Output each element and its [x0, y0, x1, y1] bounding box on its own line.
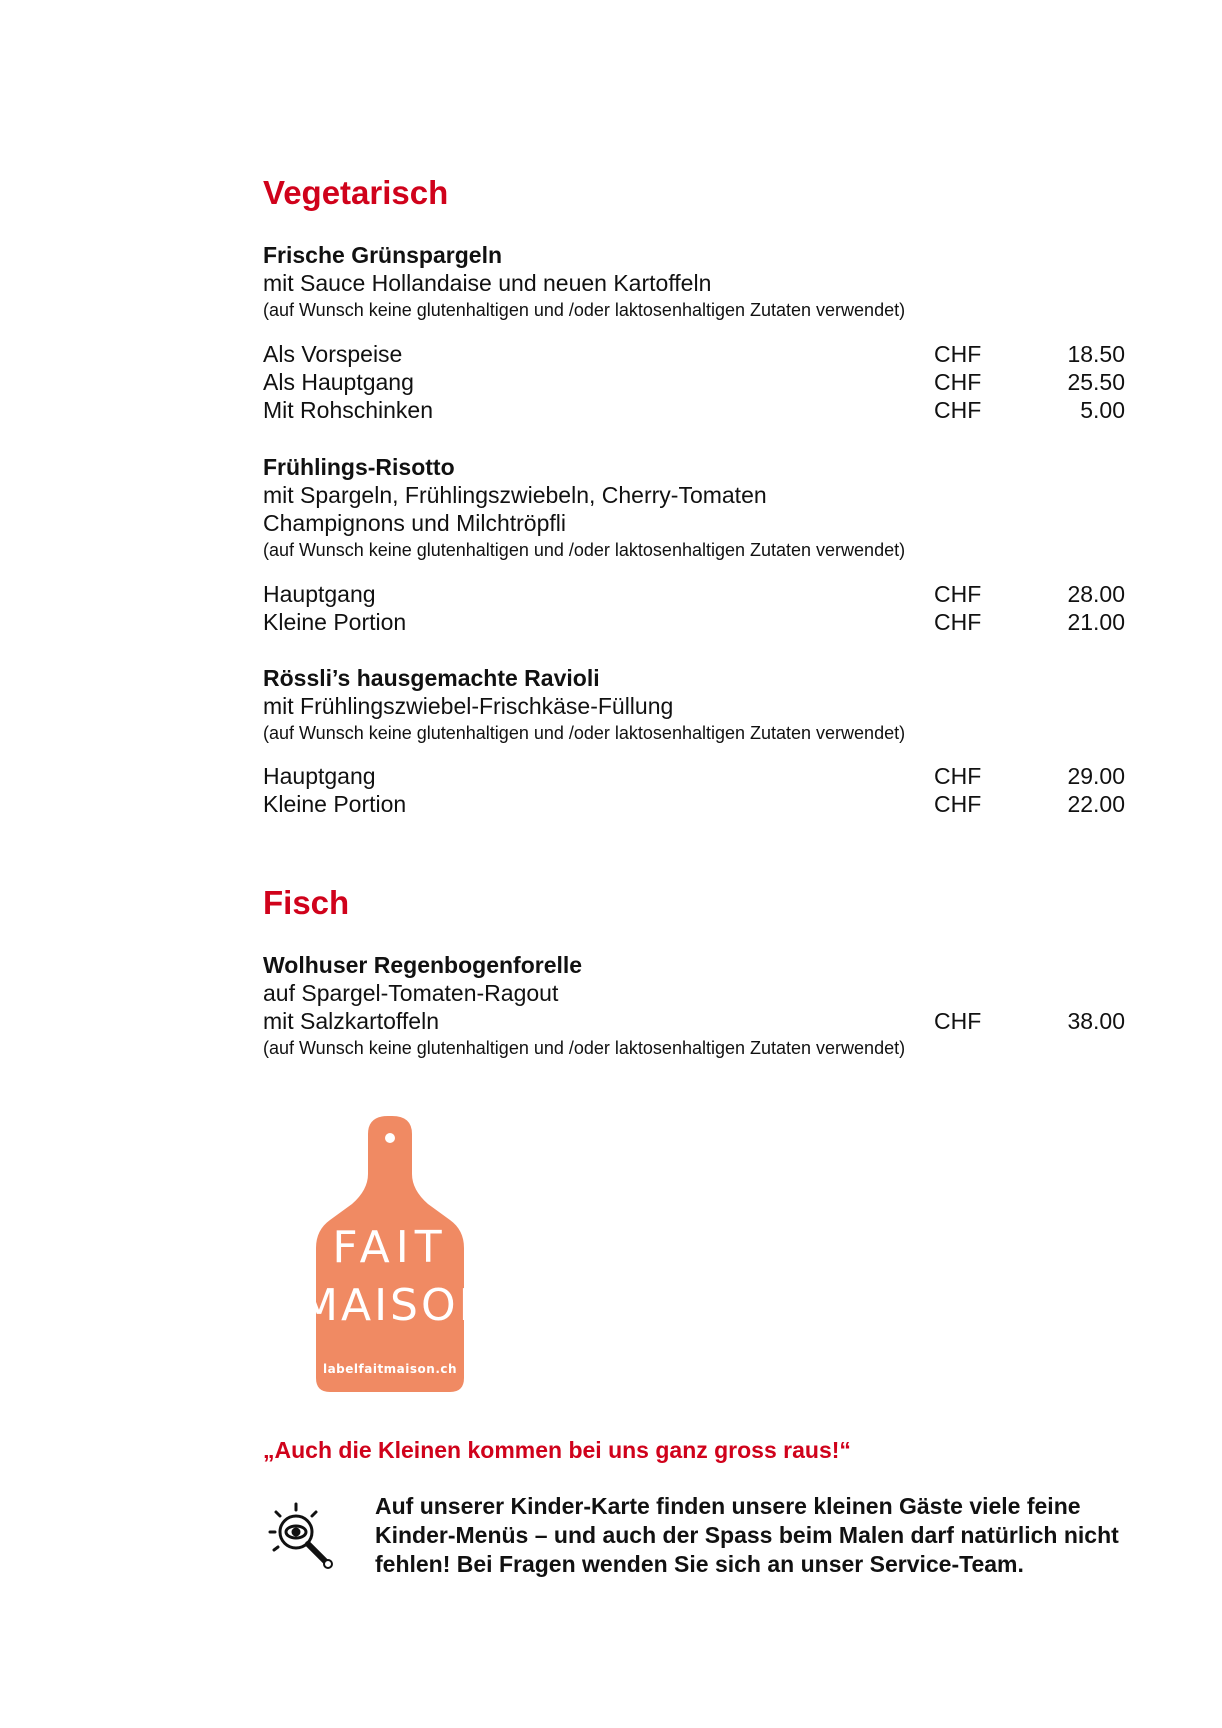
- price-currency: CHF: [934, 397, 982, 423]
- price-currency: CHF: [934, 341, 982, 367]
- dish-name: Frische Grünspargeln: [263, 242, 503, 268]
- price-label: mit Salzkartoffeln: [263, 1008, 439, 1034]
- logo-text-maison: MAISON: [300, 1280, 495, 1331]
- price-row: [263, 368, 1125, 396]
- price-label: Hauptgang: [263, 581, 376, 607]
- price-row: [263, 396, 1125, 424]
- fait-maison-logo: [300, 1112, 495, 1396]
- kids-slogan: „Auch die Kleinen kommen bei uns ganz gross raus!“: [263, 1437, 851, 1463]
- section-title-vegetarisch: Vegetarisch: [263, 174, 449, 211]
- price-label: Kleine Portion: [263, 609, 407, 635]
- price-amount: 38.00: [1067, 1008, 1125, 1034]
- price-currency: CHF: [934, 609, 982, 635]
- price-label: Hauptgang: [263, 763, 376, 789]
- price-currency: CHF: [934, 763, 982, 789]
- magnifier-eye-icon: [262, 1496, 342, 1576]
- logo-url: labelfaitmaison.ch: [322, 1362, 458, 1376]
- dish-description: mit Spargeln, Frühlingszwiebeln, Cherry-Tomaten: [263, 482, 767, 508]
- price-amount: 29.00: [1067, 763, 1125, 789]
- price-currency: CHF: [934, 369, 982, 395]
- price-row: [263, 790, 1125, 818]
- price-amount: 5.00: [1080, 397, 1125, 423]
- section-title-fisch: Fisch: [263, 884, 350, 921]
- dish-note: (auf Wunsch keine glutenhaltigen und /oder laktosenhaltigen Zutaten verwendet): [263, 540, 906, 560]
- price-row: [263, 340, 1125, 368]
- price-label: Als Vorspeise: [263, 341, 403, 367]
- price-amount: 22.00: [1067, 791, 1125, 817]
- price-row: [263, 580, 1125, 608]
- dish-note: (auf Wunsch keine glutenhaltigen und /oder laktosenhaltigen Zutaten verwendet): [263, 723, 906, 743]
- price-row: [263, 1007, 1125, 1035]
- dish-description: auf Spargel-Tomaten-Ragout: [263, 980, 559, 1006]
- price-label: Kleine Portion: [263, 791, 407, 817]
- dish-name: Frühlings-Risotto: [263, 454, 455, 480]
- dish-description: Champignons und Milchtröpfli: [263, 510, 566, 536]
- price-amount: 18.50: [1067, 341, 1125, 367]
- price-currency: CHF: [934, 1008, 982, 1034]
- dish-description: mit Sauce Hollandaise und neuen Kartoffeln: [263, 270, 712, 296]
- kids-info-text: Auf unserer Kinder-Karte finden unsere kleinen Gäste viele feine Kinder-Menüs – und auch der Spass beim Malen darf natürlich nicht fehlen! Bei Fragen wenden Sie sich an unser Service-Team.: [375, 1493, 1119, 1577]
- dish-description: mit Frühlingszwiebel-Frischkäse-Füllung: [263, 693, 674, 719]
- price-row: [263, 608, 1125, 636]
- price-amount: 21.00: [1067, 609, 1125, 635]
- price-row: [263, 762, 1125, 790]
- price-amount: 25.50: [1067, 369, 1125, 395]
- price-currency: CHF: [934, 791, 982, 817]
- dish-name: Wolhuser Regenbogenforelle: [263, 952, 583, 978]
- price-amount: 28.00: [1067, 581, 1125, 607]
- dish-note: (auf Wunsch keine glutenhaltigen und /oder laktosenhaltigen Zutaten verwendet): [263, 1038, 906, 1058]
- price-currency: CHF: [934, 581, 982, 607]
- price-label: Als Hauptgang: [263, 369, 414, 395]
- logo-text-fait: FAIT: [332, 1222, 448, 1273]
- price-label: Mit Rohschinken: [263, 397, 434, 423]
- dish-name: Rössli’s hausgemachte Ravioli: [263, 665, 600, 691]
- dish-note: (auf Wunsch keine glutenhaltigen und /oder laktosenhaltigen Zutaten verwendet): [263, 300, 906, 320]
